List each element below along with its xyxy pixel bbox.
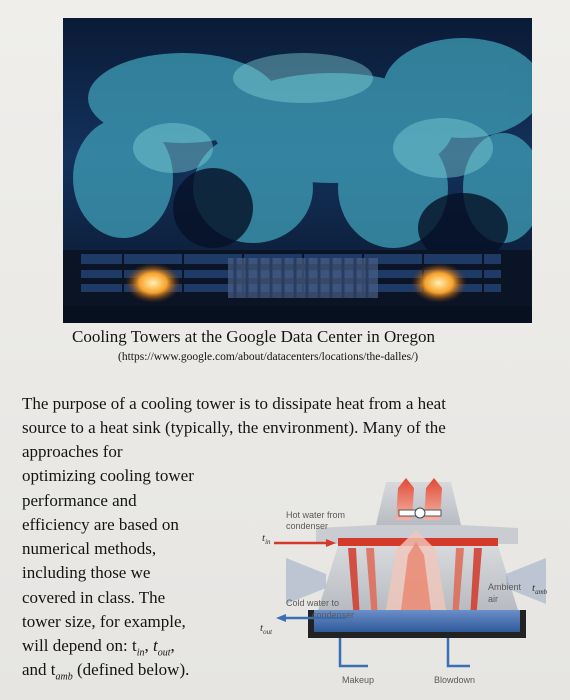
text-line: approaches for <box>22 442 123 461</box>
hot-water-label-line2: condenser <box>286 521 329 531</box>
text-line-end: (defined below). <box>77 660 190 679</box>
hot-water-label: Hot water from <box>286 510 346 520</box>
text-line: numerical methods, <box>22 539 157 558</box>
cooling-towers-photo <box>63 18 532 323</box>
photo-source-url: (https://www.google.com/about/datacenters/locations/the-dalles/) <box>118 351 419 363</box>
text-line: will depend on: $t_{in}$, $t_{out}$, <box>22 636 175 659</box>
text-line: optimizing cooling tower <box>22 466 194 485</box>
cooling-tower-schematic <box>256 470 568 692</box>
text-line <box>22 658 189 690</box>
makeup-label: Makeup <box>342 675 375 685</box>
text-line: tower size, for example, <box>22 612 186 631</box>
t-out-label: $t_{out}$ <box>260 622 273 637</box>
t-in-subscript: in <box>136 647 145 659</box>
cooling-tower-diagram <box>256 470 568 692</box>
text-line-start: will depend on: t <box>22 636 137 655</box>
text-line: including those we <box>22 563 151 582</box>
blowdown-label: Blowdown <box>434 675 476 685</box>
ambient-air-label: Ambient <box>488 582 522 592</box>
text-line: The purpose of a cooling tower is to dissipate heat from a heat <box>22 394 446 413</box>
photo-caption: Cooling Towers at the Google Data Center in Oregon <box>72 327 435 346</box>
text-line: source to a heat sink (typically, the environment). Many of the <box>22 418 446 437</box>
ambient-air-label-line2: air <box>488 594 499 604</box>
text-line: covered in class. The <box>22 588 166 607</box>
t-amb-subscript: amb <box>55 671 73 683</box>
t-in-label: $t_{in}$ <box>262 532 271 547</box>
cold-water-label: Cold water to <box>286 598 340 608</box>
text-line-start: and t <box>22 660 56 679</box>
cold-water-label-line2: condenser <box>312 610 355 620</box>
text-line: efficiency are based on <box>22 515 179 534</box>
text-line: performance and <box>22 491 137 510</box>
t-amb-label: $t_{amb}$ <box>532 582 548 597</box>
t-out-subscript: out <box>157 647 171 659</box>
